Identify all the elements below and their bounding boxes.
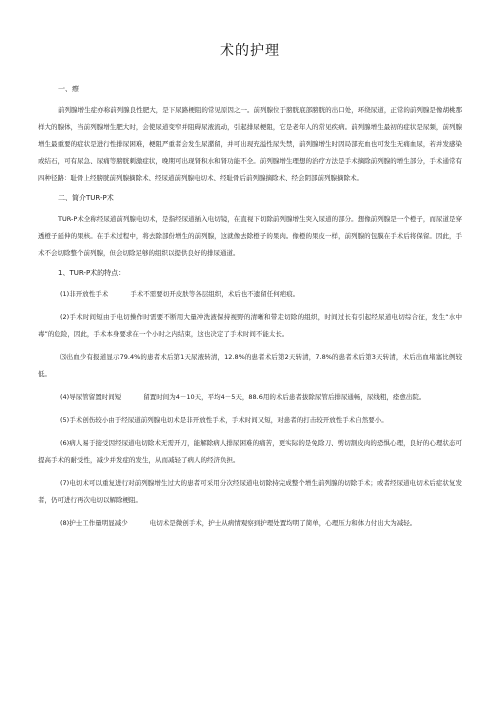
feature-lead: (6)病人易于接受 — [60, 439, 109, 447]
feature-item — [38, 435, 462, 469]
section-heading-3: 1、TUR-P术的特点： — [58, 269, 126, 277]
feature-lead: (7)电切术可以重复进行 — [60, 479, 129, 487]
feature-lead: (4)导尿管留置时间短 — [60, 393, 122, 401]
feature-item — [38, 286, 462, 303]
feature-item — [38, 475, 462, 509]
feature-item — [38, 349, 462, 383]
feature-lead: (2)手术时间短 — [60, 313, 103, 321]
feature-text: 因经尿道电切除术无需开刀，能解除病人排尿困难的痛苦，更实际的是免除刀、剪切割皮肉的恐惧心理，良好的心理状态可提高手术的耐受性，减少并发症的发生，从而减轻了病人的经济负担。 — [38, 439, 463, 464]
feature-lead: (8)护士工作量明显减少 — [60, 519, 128, 527]
feature-text: 有报道显示79.4%的患者术后第1天尿液转清，12.8%的患者术后第2天转清，7.8%的患者术后第3天转清，术后出血堵塞比例较低。 — [38, 353, 463, 378]
feature-text: 由于电切操作时需要不断用大量冲洗液保持视野的清晰和带走切除的组织，时间过长有引起经尿道电切综合征，发生“水中毒”的危险，因此，手术本身要求在一个小时之内结束，这也决定了手术时间不能太长。 — [38, 313, 462, 338]
feature-text: 由于经尿道前列腺电切术是非开放性手术，手术时间又短，对患者的打击较开放性手术自然要小。 — [108, 416, 388, 424]
feature-lead: (5)手术创伤较小 — [60, 416, 109, 424]
feature-text: 留置时间为4－10天，平均4－5天，88.6用的术后患者拔除尿管后排尿通畅，尿线粗，痊愈出院。 — [143, 393, 426, 401]
feature-item — [38, 309, 462, 343]
section-heading-1: 一、瘵 — [58, 85, 79, 93]
feature-item — [38, 389, 462, 406]
section-heading-2: 二、简介TUR-P术 — [58, 194, 114, 202]
intro-paragraph: 前列腺增生症亦称前列腺良性肥大，是下尿路梗阻的常见原因之一。前列腺位于膀胱底部膀胱的出口处，环绕尿道，正常的前列腺是像胡桃那样大的腺体，当前列腺增生肥大时，会使尿道变窄并阻碍尿液流动，引起排尿梗阻，它是老年人的常见疾病。前列腺增生最初的症状是尿频，前列腺增生最重要的症状是进行性排尿困难，梗阻严重者会发生尿潴留，并可出现充溢性尿失禁，前列腺增生时因局部充血也可发生无痛血尿，若并发感染或结石，可有尿急、尿痛等膀胱刺激症状，晚期可出现肾积水和肾功能不全。前列腺增生理想的治疗方法是手术摘除前列腺的增生部分，手术通常有四种径路：耻骨上经膀胱前列腺摘除术、经尿道前列腺电切术、经耻骨后前列腺摘除术、经会阴部前列腺摘除术。 — [38, 106, 462, 182]
feature-lead: ⑶出血少 — [60, 353, 87, 361]
feature-lead: (1)非开放性手术 — [60, 290, 109, 298]
feature-item — [38, 515, 462, 532]
feature-item — [38, 412, 462, 429]
feature-text: 手术不需要切开皮肤等各层组织，术后也不遗留任何疤痕。 — [130, 290, 300, 298]
feature-text: 电切术是微创手术，护士从病情观察到护理处置均明了简单，心理压力和体力付出大为减轻。 — [149, 519, 417, 527]
feature-text: 对前列腺增生过大的患者可采用分次经尿道电切除持完成整个增生前列腺的切除手术；或者经尿道电切术后症状复发者，仍可进行再次电切以解除梗阻。 — [38, 479, 462, 504]
document-title: 术的护理 — [220, 43, 280, 59]
turp-paragraph: TUR-P术全称经尿道前列腺电切术，是指经尿道插入电切镜，在直视下切除前列腺增生突入尿道的部分。想像前列腺是一个橙子，而尿道是穿透橙子延伸的果核。在手术过程中，将去除部份增生的前列腺，这就像去除橙子的果肉。像橙的果皮一样，前列腺的包膜在手术后将保留。因此，手术不会切除整个前列腺，但会切除足够的组织以提供良好的排尿通道。 — [38, 215, 462, 257]
